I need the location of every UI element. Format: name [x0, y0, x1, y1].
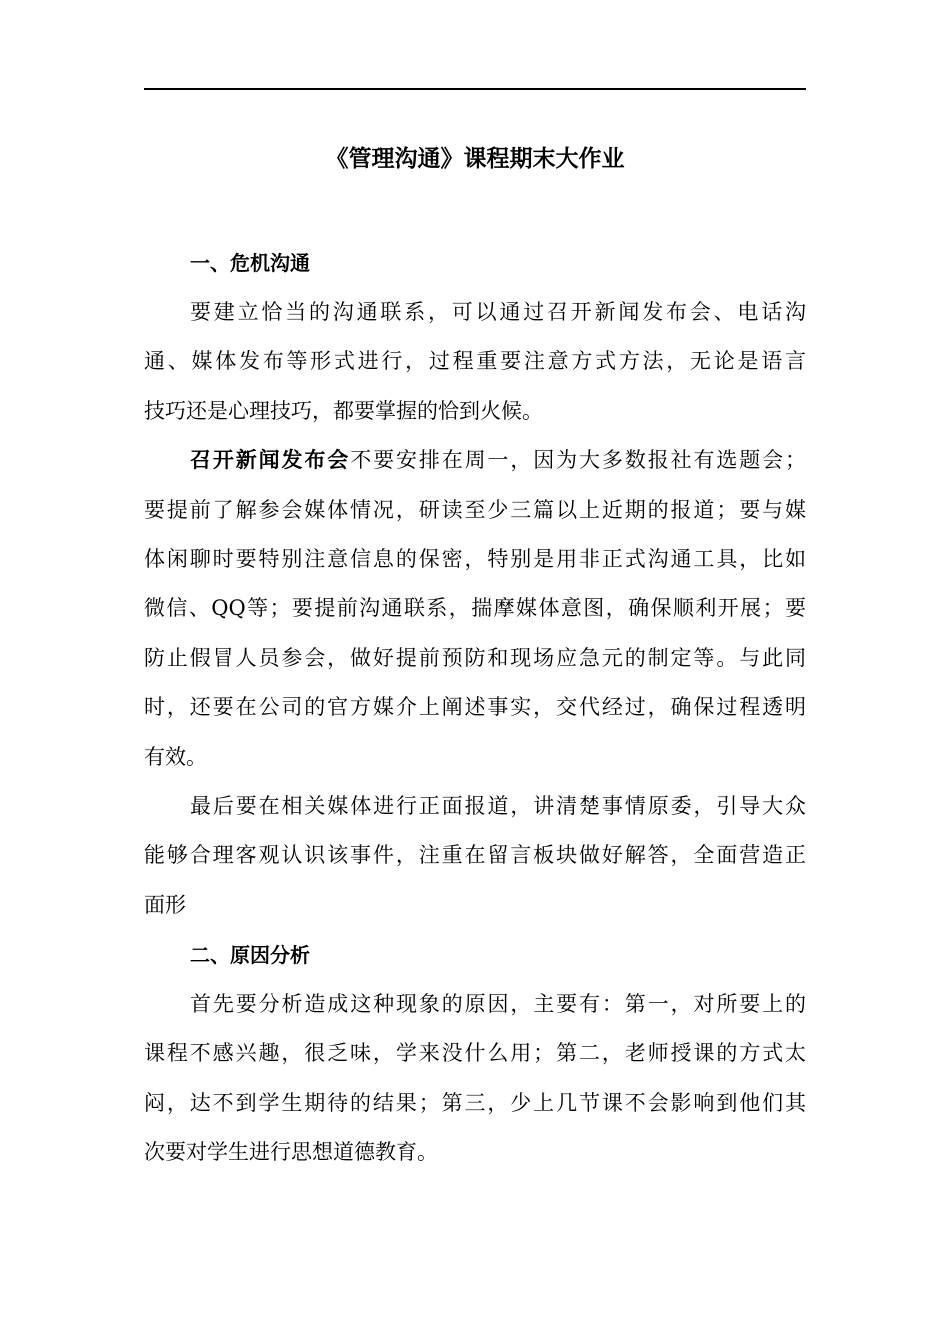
paragraph-line: 要提前了解参会媒体情况，研读至少三篇以上近期的报道；要与媒	[144, 497, 806, 522]
paragraph-line: 通、媒体发布等形式进行，过程重要注意方式方法，无论是语言	[144, 349, 806, 374]
section-heading: 一、危机沟通	[190, 251, 310, 275]
paragraph-line: 要建立恰当的沟通联系，可以通过召开新闻发布会、电话沟	[190, 300, 806, 324]
paragraph	[144, 980, 806, 1178]
paragraph-line: 时，还要在公司的官方媒介上阐述事实，交代经过，确保过程透明	[144, 695, 806, 720]
paragraph-line: 有效。	[144, 744, 207, 769]
section-crisis-communication	[144, 238, 806, 930]
section-heading: 二、原因分析	[190, 943, 310, 968]
paragraph-line: 课程不感兴趣，很乏味，学来没什么用；第二，老师授课的方式太	[144, 1041, 806, 1066]
paragraph	[144, 436, 806, 782]
paragraph-line: 体闲聊时要特别注意信息的保密，特别是用非正式沟通工具，比如	[144, 546, 806, 571]
emphasis-text: 召开新闻发布会	[190, 448, 351, 473]
paragraph-line: 首先要分析造成这种现象的原因，主要有：第一，对所要上的	[190, 992, 806, 1017]
document-title: 《管理沟通》课程期末大作业	[325, 146, 625, 172]
paragraph-line: 面形	[144, 892, 186, 917]
paragraph-line: 微信、QQ等；要提前沟通联系，揣摩媒体意图，确保顺利开展；要	[144, 596, 806, 621]
paragraph-line: 闷，达不到学生期待的结果；第三，少上几节课不会影响到他们其	[144, 1090, 806, 1115]
paragraph-line: 次要对学生进行思想道德教育。	[144, 1140, 438, 1165]
paragraph-line: 最后要在相关媒体进行正面报道，讲清楚事情原委，引导大众	[190, 793, 806, 818]
paragraph-line: 技巧还是心理技巧，都要掌握的恰到火候。	[144, 398, 543, 423]
document-body	[144, 238, 806, 1178]
section-cause-analysis	[144, 930, 806, 1178]
paragraph-line: 防止假冒人员参会，做好提前预防和现场应急元的制定等。与此同	[144, 645, 806, 670]
paragraph-line	[144, 436, 806, 485]
paragraph-line: 能够合理客观认识该事件，注重在留言板块做好解答，全面营造正	[144, 843, 806, 868]
paragraph-text: 不要安排在周一，因为大多数报社有选题会；	[350, 448, 807, 473]
paragraph	[144, 288, 806, 436]
paragraph	[144, 782, 806, 930]
header-rule	[144, 88, 806, 90]
